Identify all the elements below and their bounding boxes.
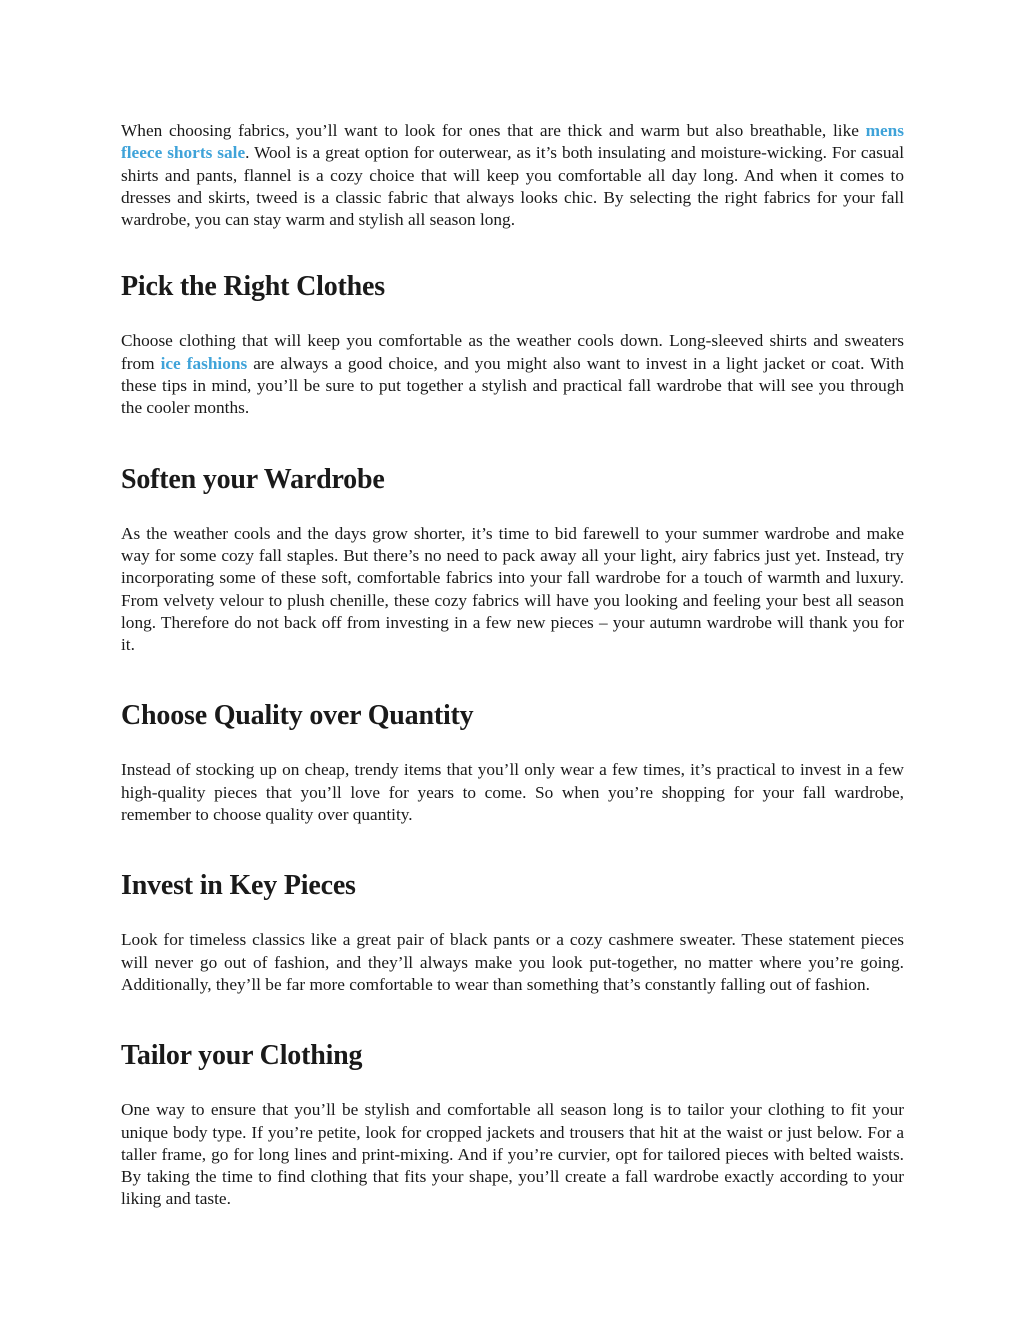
- fabrics-paragraph: [121, 120, 904, 231]
- fabrics-text-before: When choosing fabrics, you’ll want to look for ones that are thick and warm but also breathable, like: [121, 121, 866, 140]
- heading-quality-over-quantity: Choose Quality over Quantity: [121, 700, 474, 732]
- invest-key-pieces-paragraph: Look for timeless classics like a great pair of black pants or a cozy cashmere sweater. These statement pieces will never go out of fashion, and they’ll always make you look put-together, no matter where you’re going. Additionally, they’ll be far more comfortable to wear than something that’s constantly falling out of fashion.: [121, 930, 904, 994]
- heading-tailor-clothing: Tailor your Clothing: [121, 1040, 363, 1072]
- heading-pick-right-clothes: Pick the Right Clothes: [121, 271, 385, 303]
- fabrics-text-after: . Wool is a great option for outerwear, as it’s both insulating and moisture-wicking. For casual shirts and pants, flannel is a cozy choice that will keep you comfortable all day long. And when it comes to dresses and skirts, tweed is a classic fabric that always looks chic. By selecting the right fabrics for your fall wardrobe, you can stay warm and stylish all season long.: [121, 143, 905, 230]
- ice-fashions-link[interactable]: ice fashions: [160, 353, 248, 373]
- pick-right-clothes-paragraph: [121, 330, 904, 419]
- document-page: [121, 120, 904, 1211]
- heading-soften-wardrobe: Soften your Wardrobe: [121, 463, 385, 495]
- mens-fleece-shorts-sale-link[interactable]: mens fleece shorts sale: [121, 121, 904, 163]
- soften-wardrobe-paragraph: As the weather cools and the days grow shorter, it’s time to bid farewell to your summer wardrobe and make way for some cozy fall staples. But there’s no need to pack away all your light, airy fabrics just yet. Instead, try incorporating some of these soft, comfortable fabrics into your fall wardrobe for a touch of warmth and luxury. From velvety velour to plush chenille, these cozy fabrics will have you looking and feeling your best all season long. Therefore do not back off from investing in a few new pieces – your autumn wardrobe will thank you for it.: [121, 523, 904, 655]
- tailor-clothing-paragraph: One way to ensure that you’ll be stylish and comfortable all season long is to tailor your clothing to fit your unique body type. If you’re petite, look for cropped jackets and trousers that hit at the waist or just below. For a taller frame, go for long lines and print-mixing. And if you’re curvier, opt for tailored pieces with belted waists. By taking the time to find clothing that fits your shape, you’ll create a fall wardrobe exactly according to your liking and taste.: [121, 1100, 904, 1209]
- quality-over-quantity-paragraph: Instead of stocking up on cheap, trendy items that you’ll only wear a few times, it’s practical to invest in a few high-quality pieces that you’ll love for years to come. So when you’re shopping for your fall wardrobe, remember to choose quality over quantity.: [121, 760, 904, 825]
- heading-invest-key-pieces: Invest in Key Pieces: [121, 870, 356, 902]
- pick-text-after: are always a good choice, and you might also want to invest in a light jacket or coat. With these tips in mind, you’ll be sure to put together a stylish and practical fall wardrobe that will see you through the cooler months.: [121, 353, 904, 418]
- pick-text-before: Choose clothing that will keep you comfortable as the weather cools down. Long-sleeved shirts and sweaters from: [121, 331, 904, 373]
